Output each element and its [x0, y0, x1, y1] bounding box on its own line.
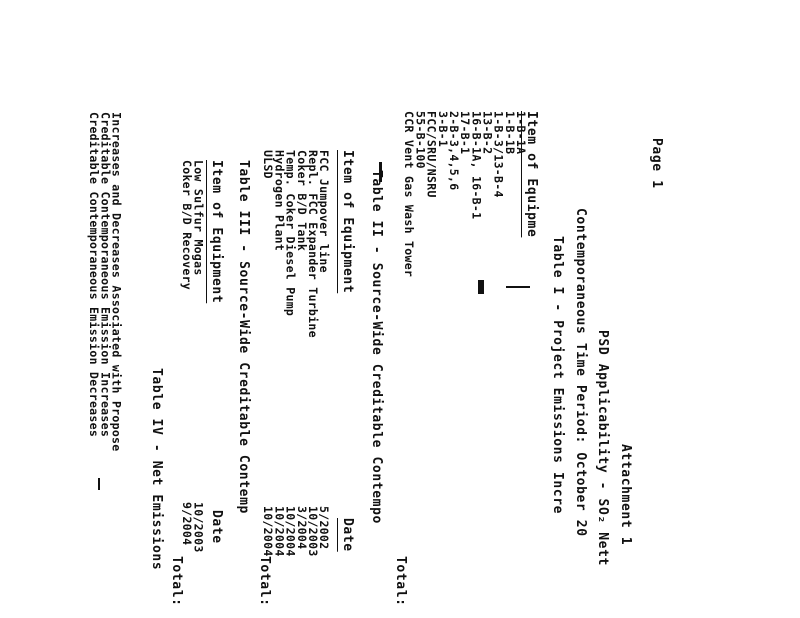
table2-date: 10/2004	[283, 506, 298, 557]
table3-date-header: Date	[209, 510, 224, 544]
table2-item: Coker B/D Tank	[294, 150, 309, 252]
table2-total-label: Total:	[257, 556, 272, 607]
table1-title: Table I - Project Emissions Incre	[550, 236, 565, 515]
table4-line: Increases and Decreases Associated with Propose	[109, 112, 124, 452]
table4-title: Table IV - Net Emissions	[149, 368, 164, 571]
table2-date-header: Date	[340, 518, 355, 552]
table1-item: 55-B-100	[413, 111, 428, 169]
table1-item-header: Item of Equipme	[524, 111, 539, 238]
attachment-label: Attachment 1	[618, 444, 633, 546]
table2-item-header: Item of Equipment	[340, 150, 355, 294]
table3-date: 10/2003	[191, 502, 206, 553]
table1-item: 16-B-1A, 16-B-1	[469, 111, 484, 220]
table3-total-label: Total:	[169, 556, 184, 607]
scan-mark	[98, 478, 100, 490]
table1-item: 1-B-1B	[502, 111, 517, 155]
table3-title: Table III - Source-Wide Creditable Contemp	[236, 160, 251, 514]
table2-item-list	[261, 150, 332, 338]
table3-date-list	[180, 502, 206, 553]
table2-date-list	[261, 506, 332, 557]
table3-item: Coker B/D Recovery	[180, 160, 195, 291]
table3-item-list	[180, 160, 206, 291]
scan-mark	[478, 280, 484, 294]
table1-item: CCR Vent Gas Wash Tower	[402, 111, 417, 278]
table2-date: 10/2003	[305, 506, 320, 557]
table3-item: Low Sulfur Mogas	[191, 160, 206, 276]
table1-item: 3-B-1	[435, 111, 450, 148]
table1-item: 1-B-1A	[514, 111, 529, 155]
table2-item: Repl. FCC Expander Turbine	[305, 150, 320, 338]
table4-line: Creditable Contemporaneous Emission Decreases	[87, 112, 102, 438]
table2-date: 10/2004	[261, 506, 276, 557]
page-label: Page 1	[649, 138, 664, 189]
time-period-line: Contemporaneous Time Period: October 20	[573, 208, 588, 537]
table2-item: ULSD	[261, 150, 276, 179]
table1-item: FCC/SRU/NSRU	[424, 111, 439, 198]
table1-item: 1-B-3/13-B-4	[491, 111, 506, 198]
table3-item-header: Item of Equipment	[209, 160, 224, 304]
table4-line-list	[88, 112, 122, 452]
table1-item: 13-B-2	[480, 111, 495, 155]
table1-item: 2-B-3,4,5,6	[446, 111, 461, 191]
table1-total-label: Total:	[393, 556, 408, 607]
table4-line: Creditable Contemporaneous Emission Increases	[98, 112, 113, 438]
table2-item: FCC Jumpover line	[317, 150, 332, 273]
table2-title: Table II - Source-Wide Creditable Contempo	[369, 170, 384, 524]
table2-date: 5/2002	[317, 506, 332, 550]
table3-date: 9/2004	[180, 502, 195, 546]
scan-mark	[506, 286, 530, 288]
table2-item: Hydrogen Plant	[272, 150, 287, 252]
table1-item-list	[402, 111, 529, 278]
document-heading: PSD Applicability - SO₂ Nett	[595, 330, 610, 566]
table2-date: 3/2004	[294, 506, 309, 550]
table1-item: 17-B-1	[458, 111, 473, 155]
table2-date: 10/2004	[272, 506, 287, 557]
table2-item: Temp. Coker Diesel Pump	[283, 150, 298, 317]
